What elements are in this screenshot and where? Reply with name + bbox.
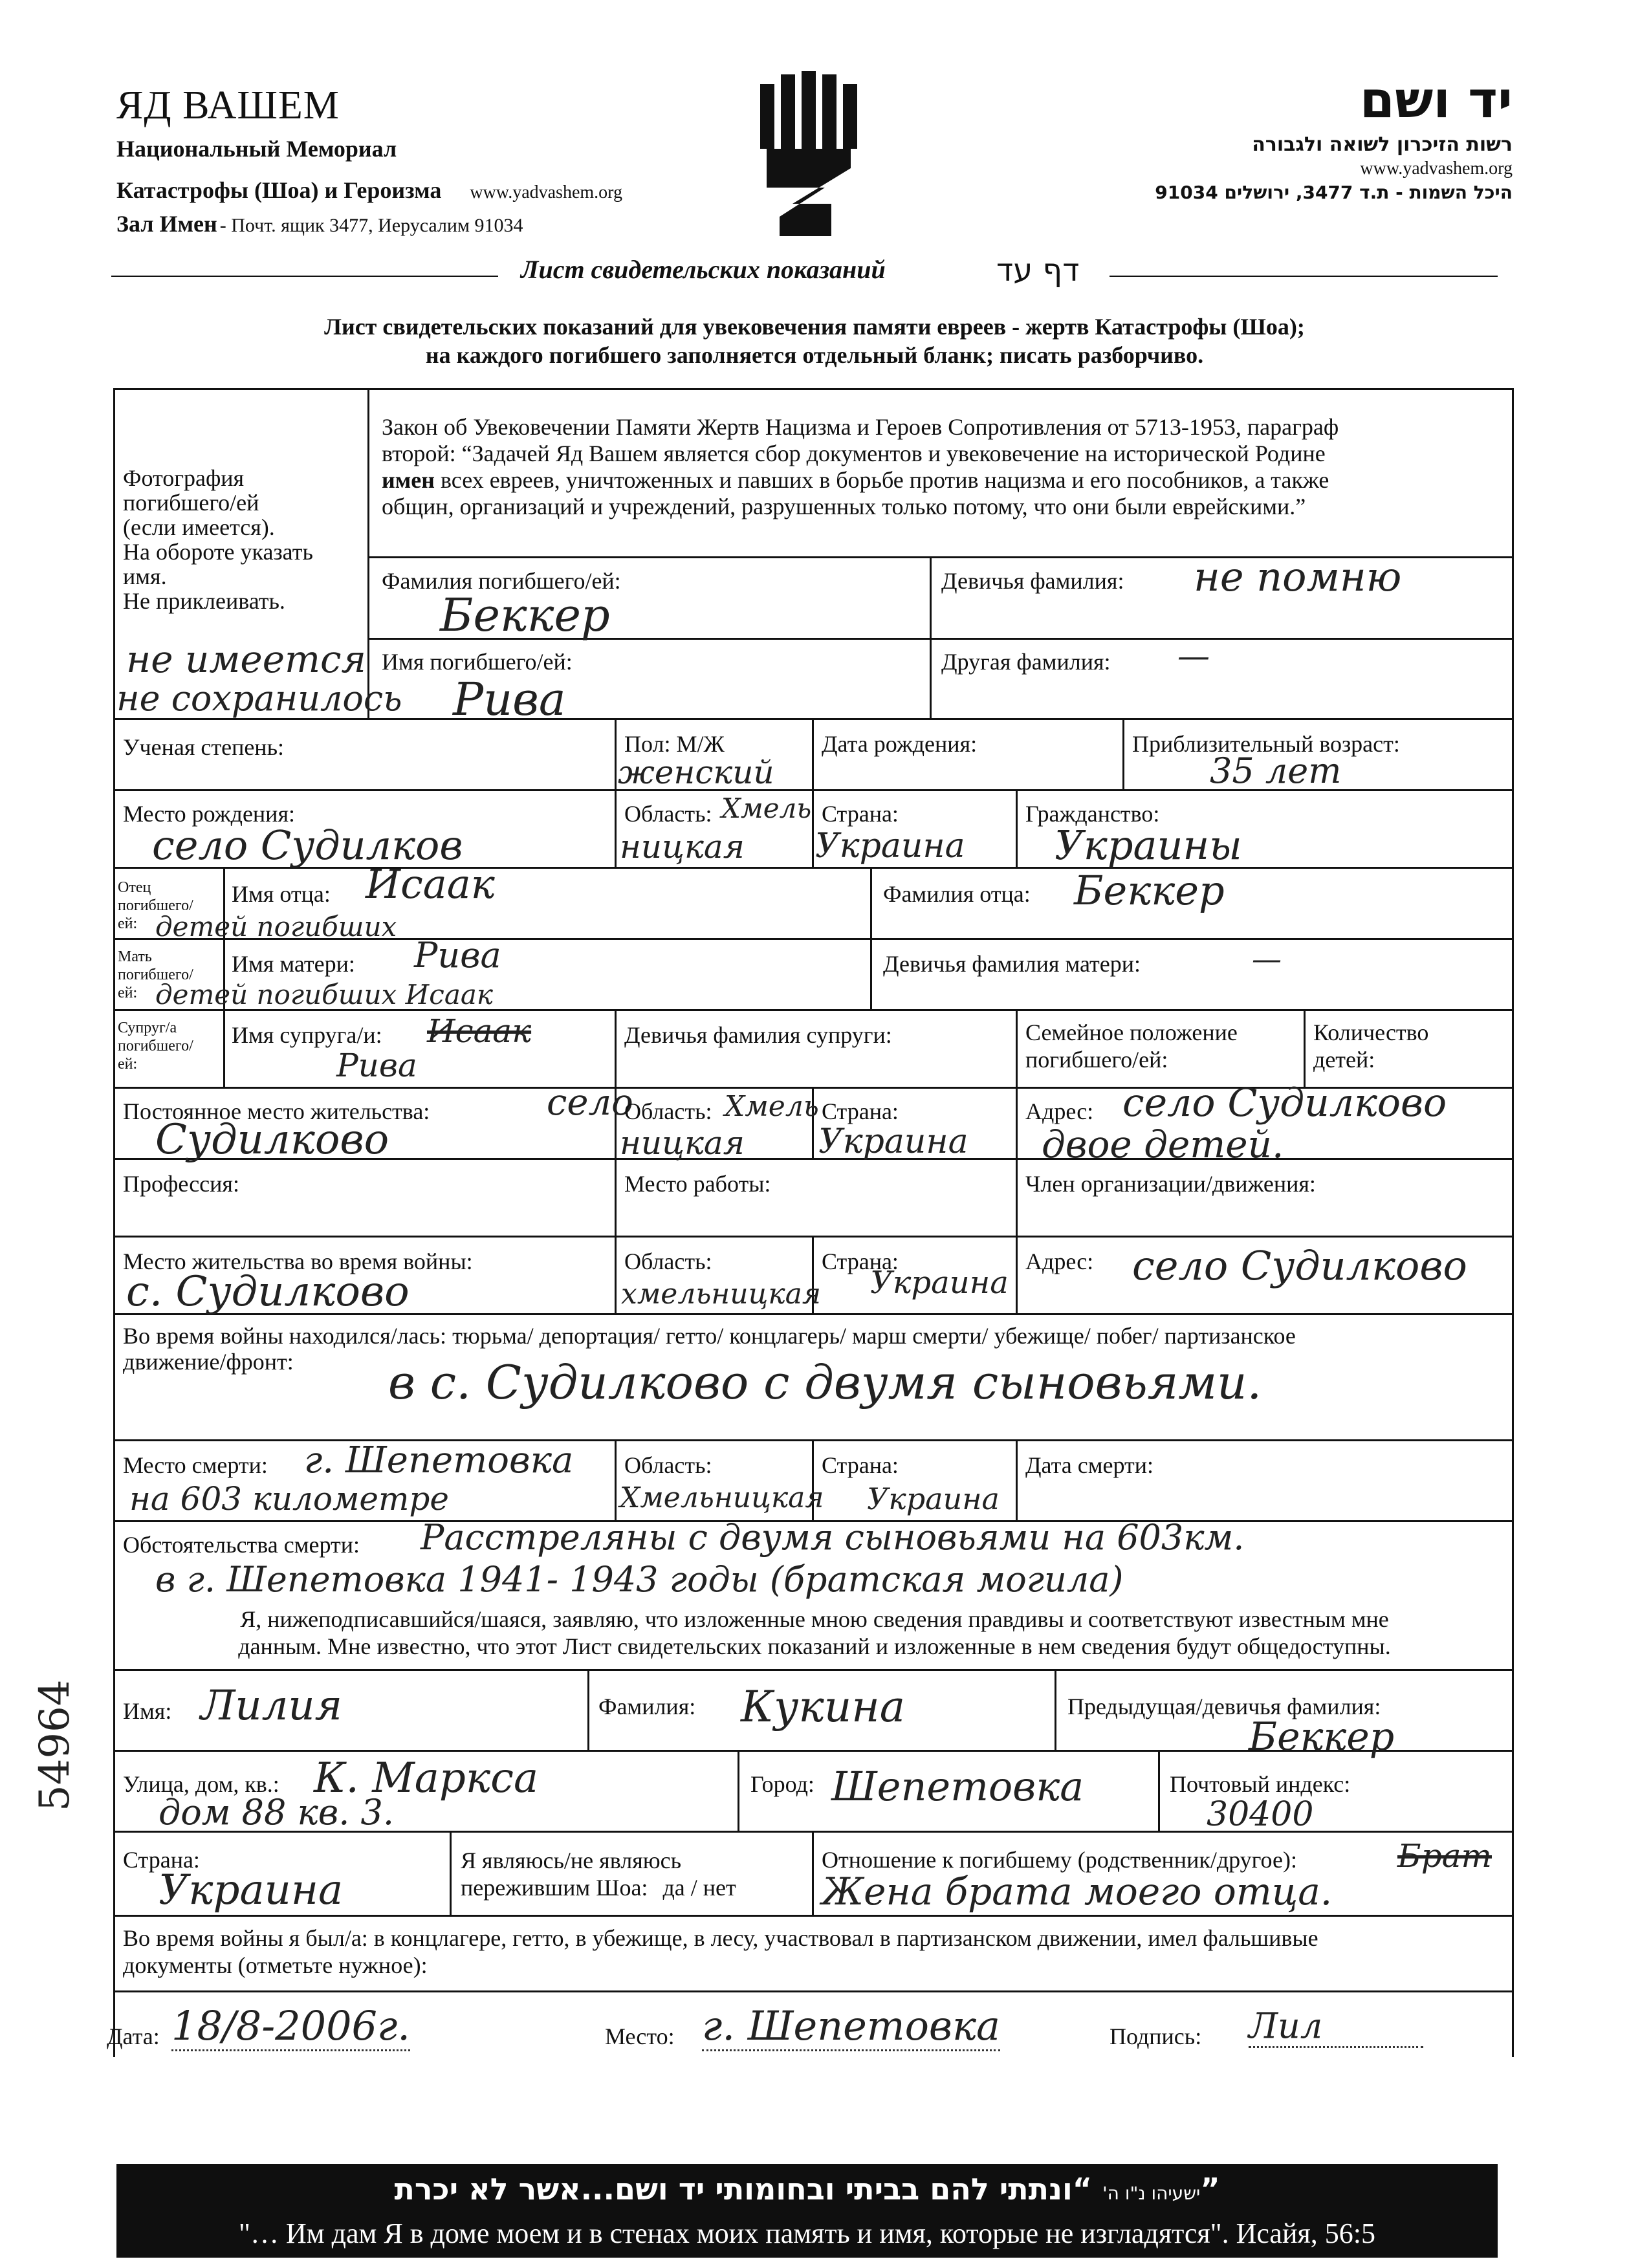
age-label: Приблизительный возраст:	[1132, 731, 1400, 757]
res-div3	[1016, 1087, 1018, 1236]
he-line1: רשות הזיכרון לשואה ולגבורה	[1252, 133, 1513, 156]
sig-place-label: Место:	[605, 2023, 675, 2049]
res-region-label: Область:	[624, 1098, 712, 1124]
sig-date-label: Дата:	[107, 2023, 160, 2049]
death-div3	[1016, 1439, 1018, 1520]
perm-residence-value-a[interactable]: село	[547, 1082, 633, 1124]
law-line1: Закон об Увековечении Памяти Жертв Нацизма и Героев Сопротивления от 5713-1953, параграф	[382, 414, 1339, 440]
degree-div2	[812, 718, 814, 789]
citizenship-label: Гражданство:	[1025, 801, 1160, 827]
degree-label: Ученая степень:	[123, 734, 284, 760]
workplace-label: Место работы:	[624, 1171, 771, 1197]
photo-label-l5: имя.	[123, 563, 167, 589]
marital-label-l2: погибшего/ей:	[1025, 1047, 1168, 1073]
degree-div1	[615, 718, 617, 789]
wartime-region-value[interactable]: хмельницкая	[621, 1278, 821, 1311]
form-title-he: דף עד	[996, 252, 1080, 289]
declaration	[0, 1606, 1629, 1660]
photo-label	[123, 466, 313, 613]
spouse-maiden-label: Девичья фамилия супруги:	[624, 1022, 892, 1048]
marital-label-l1: Семейное положение	[1025, 1020, 1238, 1045]
victim-other-value[interactable]: —	[1177, 637, 1210, 675]
spouse-div3	[1304, 1009, 1306, 1087]
wartime-address-value[interactable]: село Судилково	[1132, 1242, 1467, 1289]
res-address-value2[interactable]: двое детей.	[1042, 1122, 1284, 1166]
death-place-value-b[interactable]: на 603 километре	[129, 1480, 450, 1518]
spouse-side-l2: погибшего/	[118, 1038, 193, 1054]
mother-side-l1: Мать	[118, 948, 152, 965]
sub-surname-label: Фамилия:	[598, 1694, 696, 1719]
declaration-l2: данным. Мне известно, что этот Лист свидетельских показаний и изложенные в нем сведения будут общедоступны.	[238, 1633, 1391, 1659]
survivor-options[interactable]: да / нет	[662, 1875, 736, 1901]
birth-div1	[615, 789, 617, 867]
death-date-label: Дата смерти:	[1025, 1452, 1154, 1478]
spouse-div2	[1016, 1009, 1018, 1087]
birth-country-label: Страна:	[822, 801, 899, 827]
perm-residence-value-b[interactable]: Судилково	[155, 1116, 389, 1164]
intro-text	[0, 312, 1629, 369]
sex-label: Пол: М/Ж	[624, 731, 725, 757]
children-label-l1: Количество	[1313, 1020, 1429, 1045]
spouse-side-label	[118, 1019, 193, 1073]
sub-wartime-label	[123, 1925, 1318, 1979]
org-line2: Катастрофы (Шоа) и Героизма	[116, 177, 442, 203]
wartime-country-value[interactable]: Украина	[870, 1265, 1009, 1301]
sub-prev-value[interactable]: Беккер	[1249, 1714, 1395, 1760]
photo-label-l3: (если имеется).	[123, 514, 275, 540]
mother-maiden-label: Девичья фамилия матери:	[883, 951, 1141, 977]
wartime-address-label: Адрес:	[1025, 1248, 1094, 1274]
sub-name-value[interactable]: Лилия	[201, 1682, 342, 1730]
mother-maiden-value[interactable]: —	[1252, 941, 1282, 976]
death-region-label: Область:	[624, 1452, 712, 1478]
death-region-value[interactable]: Хмельницкая	[620, 1481, 824, 1514]
photo-label-l2: погибшего/ей	[123, 490, 259, 516]
law-line3-bold: имен	[382, 467, 435, 493]
spouse-div1	[615, 1009, 617, 1087]
war-div1	[615, 1236, 617, 1313]
sex-value[interactable]: женский	[618, 754, 774, 791]
sub-zip-label: Почтовый индекс:	[1170, 1771, 1351, 1797]
quote-russian: "… Им дам Я в доме моем и в стенах моих память и имя, которые не изгладятся". Исайя, 56:5	[239, 2218, 1375, 2249]
res-address-value[interactable]: село Судилково	[1122, 1080, 1447, 1126]
sub-country-value[interactable]: Украина	[159, 1866, 344, 1914]
res-region-value-b[interactable]: ницкая	[620, 1124, 745, 1162]
res-address-label: Адрес:	[1025, 1098, 1094, 1124]
birth-country-value[interactable]: Украина	[815, 827, 965, 866]
birth-region-label: Область:	[624, 801, 712, 827]
quote-hebrew: “ונתתי להם בביתי ובחומותי יד ושם...אשר לא יכרת”	[394, 2172, 1220, 2207]
survivor-label-l2: пережившим Шоа:	[461, 1875, 648, 1901]
title-rule-right	[1110, 276, 1498, 277]
org-line3-rest: - Почт. ящик 3477, Иерусалим 91034	[219, 215, 523, 236]
birthplace-label: Место рождения:	[123, 801, 296, 827]
father-name-label: Имя отца:	[232, 881, 331, 907]
photo-hw-2: не сохранилось	[116, 678, 402, 719]
birthplace-value[interactable]: село Судилков	[152, 822, 463, 869]
sub-wartime-l1: Во время войны я был/а: в концлагере, гетто, в убежище, в лесу, участвовал в партизанском движении, имел фальшивые	[123, 1925, 1318, 1951]
law-line2: второй: “Задачей Яд Вашем является сбор документов и увековечение на исторической Родине	[382, 441, 1326, 466]
father-note-value: детей погибших	[155, 911, 397, 943]
circ-label: Обстоятельства смерти:	[123, 1532, 360, 1558]
spouse-side-l3: ей:	[118, 1056, 138, 1073]
quote-hebrew-line	[116, 2172, 1498, 2207]
sub-city-value[interactable]: Шепетовка	[831, 1763, 1084, 1810]
relation-value-b[interactable]: Жена брата моего отца.	[822, 1870, 1333, 1914]
sub-zip-value[interactable]: 30400	[1207, 1795, 1314, 1834]
sub-div1	[587, 1669, 589, 1750]
country-div1	[450, 1831, 452, 1915]
relation-label: Отношение к погибшему (родственник/другое):	[822, 1847, 1297, 1873]
street-div1	[738, 1750, 739, 1831]
org-line1: Национальный Мемориал	[116, 136, 397, 162]
situation-value[interactable]: в с. Судилково с двумя сыновьями.	[388, 1355, 1262, 1410]
quote-bar	[116, 2164, 1498, 2258]
father-side-l1: Отец	[118, 879, 151, 896]
outer-bottom	[113, 1990, 1514, 1992]
mother-name-label: Имя матери:	[232, 951, 355, 977]
circ-value-2[interactable]: в г. Шепетовка 1941- 1943 годы (братская могила)	[155, 1559, 1124, 1600]
victim-surname-value[interactable]: Беккер	[440, 589, 610, 642]
law-text	[382, 414, 1339, 520]
wartime-region-label: Область:	[624, 1248, 712, 1274]
yad-vashem-logo	[754, 71, 864, 243]
wartime-country-label: Страна:	[822, 1248, 899, 1274]
victim-name-label: Имя погибшего/ей:	[382, 649, 573, 675]
law-line3: всех евреев, уничтоженных и павших в борьбе против нацизма и его пособников, а также	[434, 467, 1329, 493]
war-div3	[1016, 1236, 1018, 1313]
birth-div2	[812, 789, 814, 867]
intro-line2: на каждого погибшего заполняется отдельный бланк; писать разборчиво.	[425, 342, 1204, 368]
quote-hebrew-ref: ישעיהו נ"ו ה'	[1102, 2183, 1201, 2204]
photo-label-l4: На обороте указать	[123, 539, 313, 565]
death-place-label: Место смерти:	[123, 1452, 268, 1478]
header-left	[116, 83, 622, 237]
photo-divider	[367, 388, 369, 718]
spouse-side-l1: Супруг/а	[118, 1020, 177, 1036]
birth-region-value-a[interactable]: Хмель	[721, 792, 812, 824]
perm-residence-label: Постоянное место жительства:	[123, 1098, 430, 1124]
father-side-l3: ей:	[118, 915, 138, 932]
death-place-value-a[interactable]: г. Шепетовка	[304, 1439, 574, 1481]
photo-hw-1: не имеется	[126, 637, 366, 681]
spouse-name-label: Имя супруга/и:	[232, 1022, 382, 1048]
sub-street-label: Улица, дом, кв.:	[123, 1771, 279, 1797]
death-div1	[615, 1439, 617, 1520]
mother-side-l2: погибшего/	[118, 966, 193, 983]
header-right	[1155, 71, 1513, 203]
sig-place-value[interactable]: г. Шепетовка	[702, 2002, 1000, 2051]
sub-surname-value[interactable]: Кукина	[741, 1682, 906, 1732]
title-rule-left	[111, 276, 498, 277]
children-label	[1313, 1019, 1428, 1073]
website-right[interactable]: www.yadvashem.org	[1360, 158, 1513, 179]
father-name-value[interactable]: Исаак	[366, 860, 495, 908]
death-country-value[interactable]: Украина	[867, 1481, 1000, 1516]
dob-label: Дата рождения:	[822, 731, 978, 757]
org-title-he: יד ושם	[1359, 71, 1513, 129]
father-side-l2: погибшего/	[118, 897, 193, 914]
declaration-l1: Я, нижеподписавшийся/шаяся, заявляю, что изложенные мною сведения правдивы и соответствуют известным мне	[240, 1606, 1389, 1632]
birth-region-value-b[interactable]: ницкая	[620, 828, 745, 866]
wartime-place-label: Место жительства во время войны:	[123, 1248, 473, 1274]
name-col-divider	[930, 556, 932, 718]
res-region-value-a[interactable]: Хмель	[725, 1090, 819, 1123]
intro-line1: Лист свидетельских показаний для увековечения памяти евреев - жертв Катастрофы (Шоа);	[324, 314, 1305, 340]
row-submitter-top	[113, 1669, 1514, 1671]
relation-value-a[interactable]: Брат	[1397, 1837, 1492, 1875]
sub-city-label: Город:	[750, 1771, 814, 1797]
mother-name-value[interactable]: Рива	[414, 935, 501, 976]
sub-street-value-b[interactable]: дом 88 кв. 3.	[159, 1792, 395, 1833]
sub-prev-label: Предыдущая/девичья фамилия:	[1067, 1694, 1381, 1719]
citizenship-value[interactable]: Украины	[1055, 822, 1242, 869]
sub-wartime-l2: документы (отметьте нужное):	[123, 1952, 428, 1978]
website-left[interactable]: www.yadvashem.org	[470, 182, 622, 202]
form-title-ru: Лист свидетельских показаний	[521, 255, 886, 284]
org-title-ru: ЯД ВАШЕМ	[116, 83, 340, 127]
situation-label-l1: Во время войны находился/лась: тюрьма/ депортация/ гетто/ концлагерь/ марш смерти/ убежище/ побег/ партизанское	[123, 1323, 1296, 1349]
victim-maiden-label: Девичья фамилия:	[941, 568, 1124, 594]
sub-div2	[1055, 1669, 1056, 1750]
sub-street-value-a[interactable]: К. Маркса	[314, 1754, 539, 1802]
profession-label: Профессия:	[123, 1171, 239, 1197]
mother-side-l3: ей:	[118, 985, 138, 1001]
father-surname-label: Фамилия отца:	[883, 881, 1031, 907]
sig-date-value[interactable]: 18/8-2006г.	[171, 2002, 410, 2051]
side-label-divider	[223, 867, 225, 1087]
outer-top	[113, 388, 1514, 390]
victim-surname-label: Фамилия погибшего/ей:	[382, 568, 621, 594]
photo-label-l1: Фотография	[123, 465, 245, 491]
victim-other-label: Другая фамилия:	[941, 649, 1111, 675]
law-line4: общин, организаций и учреждений, разрушенных только потому, что они были еврейскими.”	[382, 494, 1306, 519]
spouse-name-value2[interactable]: Рива	[336, 1047, 417, 1084]
margin-archive-number: 54964	[31, 1679, 79, 1811]
row-wartime-sub-top	[113, 1915, 1514, 1917]
circ-value-1[interactable]: Расстреляны с двумя сыновьями на 603км.	[421, 1517, 1245, 1558]
photo-label-l6: Не приклеивать.	[123, 588, 285, 614]
street-div2	[1158, 1750, 1160, 1831]
org-line3-bold: Зал Имен	[116, 211, 217, 237]
marital-label	[1025, 1019, 1238, 1073]
sub-country-label: Страна:	[123, 1847, 200, 1873]
country-div2	[812, 1831, 814, 1915]
mother-note-value: детей погибших Исаак	[155, 979, 493, 1010]
victim-name-value[interactable]: Рива	[453, 673, 566, 726]
sub-name-label: Имя:	[123, 1698, 172, 1724]
res-country-label: Страна:	[822, 1098, 899, 1124]
degree-div3	[1122, 718, 1124, 789]
sig-sign-label: Подпись:	[1110, 2023, 1202, 2049]
father-surname-value[interactable]: Беккер	[1074, 867, 1225, 914]
birth-div3	[1016, 789, 1018, 867]
outer-left	[113, 388, 115, 2057]
he-line3: היכל השמות - ת.ד 3477, ירושלים 91034	[1155, 182, 1513, 203]
situation-label-l2: движение/фронт:	[123, 1349, 294, 1375]
wartime-place-value[interactable]: с. Судилково	[126, 1268, 410, 1316]
victim-maiden-value[interactable]: не помню	[1194, 553, 1402, 600]
survivor-label	[461, 1847, 736, 1901]
member-label: Член организации/движения:	[1025, 1171, 1316, 1197]
death-country-label: Страна:	[822, 1452, 899, 1478]
spouse-name-value[interactable]: Исаак	[427, 1012, 532, 1050]
sig-sign-value[interactable]: Лил	[1249, 2005, 1423, 2048]
children-label-l2: детей:	[1313, 1047, 1375, 1073]
survivor-label-l1: Я являюсь/не являюсь	[461, 1848, 682, 1873]
age-value[interactable]: 35 лет	[1210, 750, 1342, 791]
res-country-value[interactable]: Украина	[818, 1122, 968, 1161]
